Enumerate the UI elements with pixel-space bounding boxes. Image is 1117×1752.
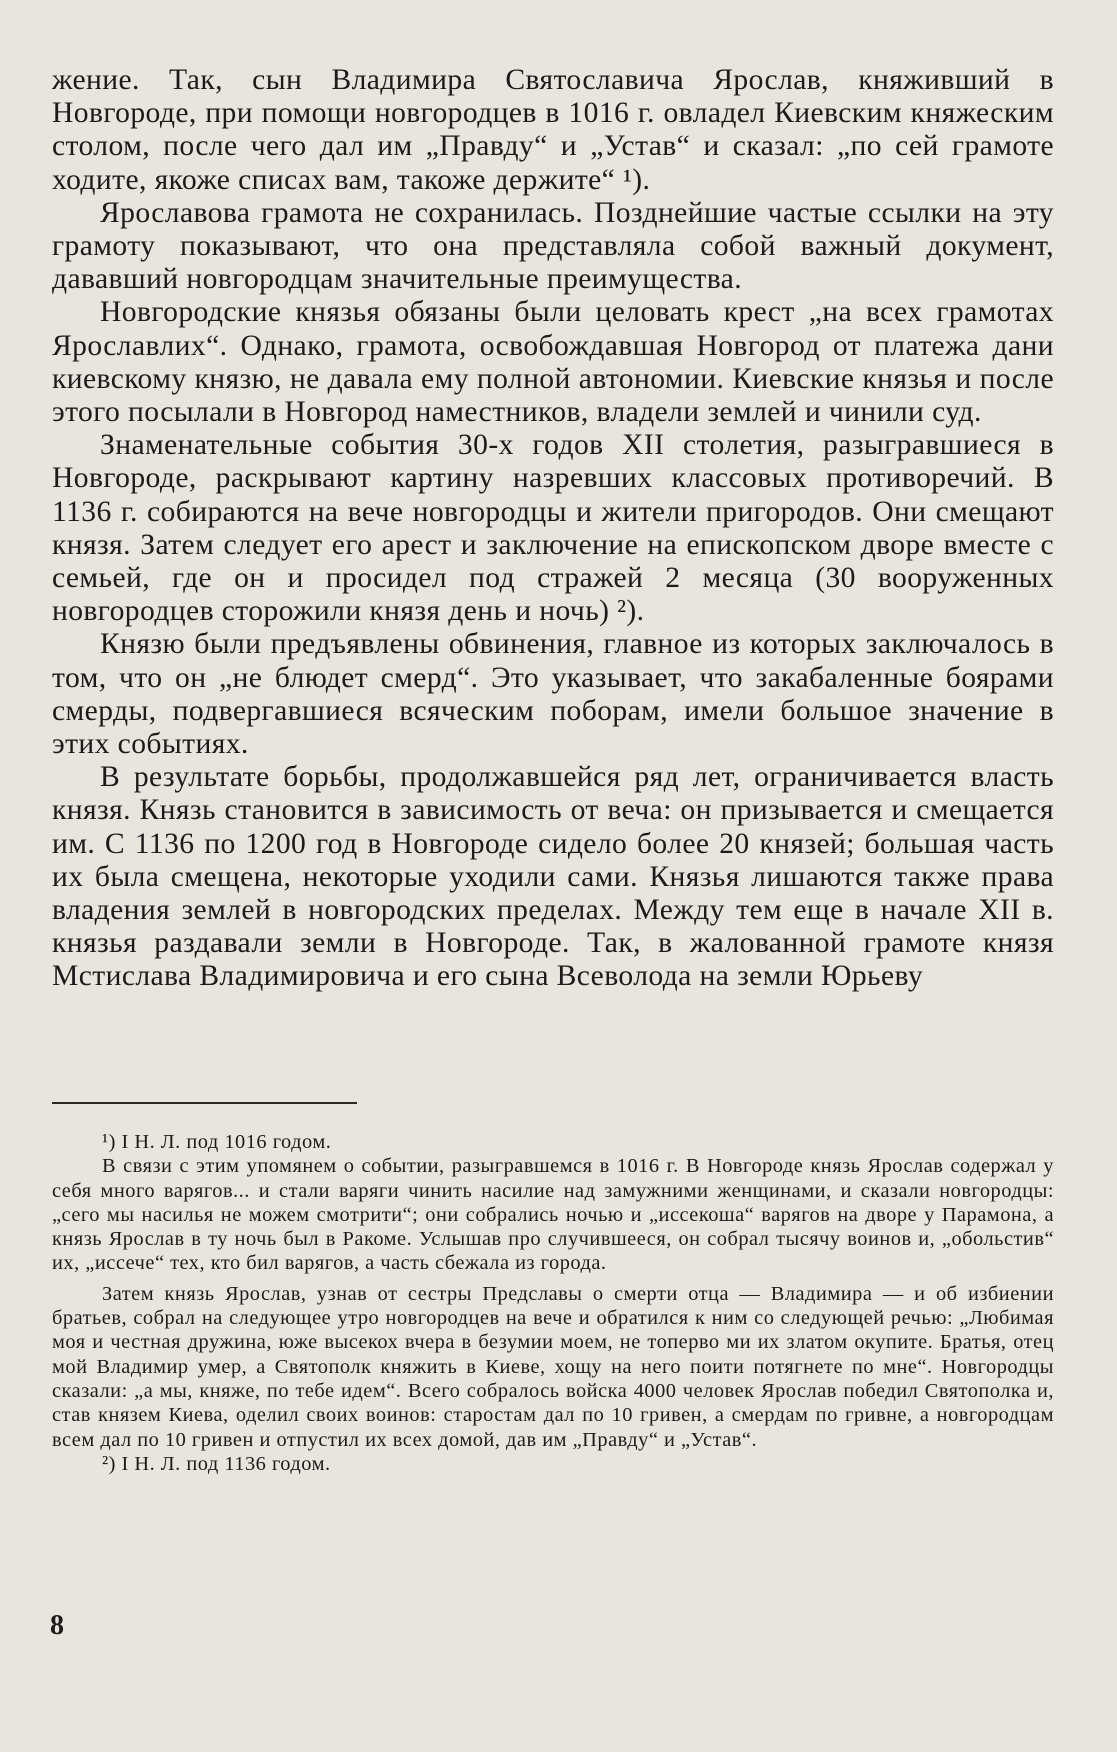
footnote-1-text: В связи с этим упомянем о событии, разыгравшемся в 1016 г. В Новгороде князь Ярослав содержал у себя много варягов... и стали варяги чинить насилие над замужними женщинами, и сказали новгородцы: „сего мы насилья не можем смотрити“; они собрались ночью и „иссекоша“ варягов на дворе у Парамона, а князь Ярослав в ту ночь был в Ракоме. Услышав про случившееся, он собрал тысячу воинов и, „обольстив“ их, „иссече“ тех, кто бил варягов, а часть сбежала из города. [52,1155,1054,1275]
paragraph: Ярославова грамота не сохранилась. Позднейшие частые ссылки на эту грамоту показывают, что она представляла собой важный документ, дававший новгородцам значительные преимущества. [52,196,1054,296]
paragraph: Знаменательные события 30-х годов XII столетия, разыгравшиеся в Новгороде, раскрывают картину назревших классовых противоречий. В 1136 г. собираются на вече новгородцы и жители пригородов. Они смещают князя. Затем следует его арест и заключение на епископском дворе вместе с семьей, где он и просидел под стражей 2 месяца (30 вооруженных новгородцев сторожили князя день и ночь) ²). [52,429,1054,628]
paragraph: В результате борьбы, продолжавшейся ряд лет, ограничивается власть князя. Князь становится в зависимость от веча: он призывается и смещается им. С 1136 по 1200 год в Новгороде сидело более 20 князей; большая часть их была смещена, некоторые уходили сами. Князья лишаются также права владения землей в новгородских пределах. Между тем еще в начале XII в. князья раздавали земли в Новгороде. Так, в жалованной грамоте князя Мстислава Владимировича и его сына Всеволода на земли Юрьеву [52,761,1054,993]
page-number: 8 [50,1610,64,1641]
paragraph: Новгородские князья обязаны были целовать крест „на всех грамотах Ярославлих“. Однако, грамота, освобождавшая Новгород от платежа дани киевскому князю, не давала ему полной автономии. Киевские князья и после этого посылали в Новгород наместников, владели землей и чинили суд. [52,296,1054,429]
paragraph: жение. Так, сын Владимира Святославича Ярослав, княживший в Новгороде, при помощи новгородцев в 1016 г. овладел Киевским княжеским столом, после чего дал им „Правду“ и „Устав“ и сказал: „по сей грамоте ходите, якоже списах вам, такоже держите“ ¹). [52,64,1054,196]
footnote-1-text-continued: Затем князь Ярослав, узнав от сестры Предславы о смерти отца — Владимира — и об избиении братьев, собрал на следующее утро новгородцев на вече и обратился к ним со следующей речью: „Любимая моя и честная дружина, юже высекох вчера в безумии моем, не топерво ми их златом окупите. Братья, отец мой Владимир умер, а Святополк княжить в Киеве, хощу на него поити потягнете по мне“. Новгородцы сказали: „а мы, княже, по тебе идем“. Всего собралось войска 4000 человек Ярослав победил Святополка и, став князем Киева, оделил своих воинов: старостам дал по 10 гривен, а смердам по гривне, а новгородцам всем дал по 10 гривен и отпустил их всех домой, дав им „Правду“ и „Устав“. [52,1282,1054,1451]
main-text [52,64,1054,994]
footnotes [52,1130,1054,1476]
paragraph: Князю были предъявлены обвинения, главное из которых заключалось в том, что он „не блюдет смерд“. Это указывает, что закабаленные боярами смерды, подвергавшиеся всяческим поборам, имели большое значение в этих событиях. [52,628,1054,761]
footnote-2-reference: ²) I Н. Л. под 1136 годом. [102,1452,331,1475]
footnote-divider [52,1102,357,1104]
footnote-1-reference: ¹) I Н. Л. под 1016 годом. [102,1131,332,1153]
